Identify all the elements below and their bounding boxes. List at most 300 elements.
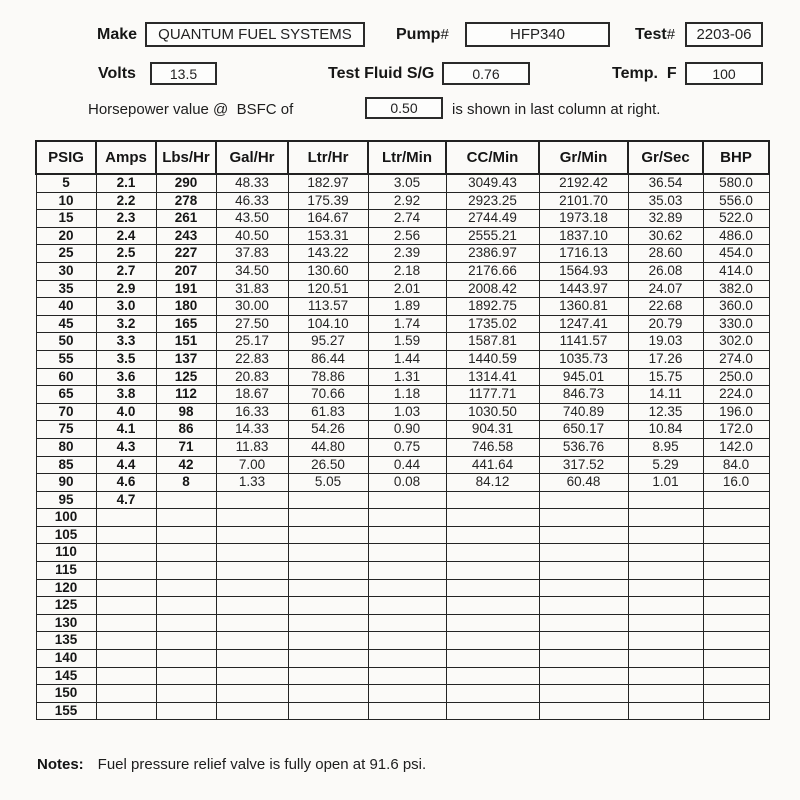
table-cell: 3.05 <box>368 174 446 192</box>
table-row <box>36 650 769 668</box>
table-cell: 4.0 <box>96 403 156 421</box>
table-cell: 22.68 <box>628 298 703 316</box>
table-cell <box>368 509 446 527</box>
table-cell: 16.0 <box>703 474 769 492</box>
column-header: Gr/Sec <box>628 141 703 174</box>
table-cell: 20 <box>36 227 96 245</box>
table-cell <box>703 562 769 580</box>
table-cell <box>368 491 446 509</box>
table-body <box>36 174 769 720</box>
table-row <box>36 245 769 263</box>
table-cell: 60 <box>36 368 96 386</box>
table-cell: 846.73 <box>539 386 628 404</box>
table-cell: 60.48 <box>539 474 628 492</box>
table-cell: 26.08 <box>628 262 703 280</box>
volts-field <box>150 62 217 85</box>
table-cell <box>368 562 446 580</box>
table-cell <box>628 562 703 580</box>
table-cell <box>288 597 368 615</box>
table-cell: 2.3 <box>96 210 156 228</box>
table-cell: 2.2 <box>96 192 156 210</box>
table-cell <box>628 667 703 685</box>
table-cell: 330.0 <box>703 315 769 333</box>
table-cell <box>539 544 628 562</box>
table-cell <box>539 614 628 632</box>
table-cell: 0.75 <box>368 438 446 456</box>
table-cell: 65 <box>36 386 96 404</box>
table-cell: 243 <box>156 227 216 245</box>
temp-f-label: Temp. F <box>612 65 677 82</box>
table-cell <box>156 614 216 632</box>
table-cell <box>288 650 368 668</box>
table-cell <box>446 614 539 632</box>
table-cell <box>288 562 368 580</box>
table-cell <box>288 526 368 544</box>
table-cell: 75 <box>36 421 96 439</box>
table-cell: 580.0 <box>703 174 769 192</box>
table-cell: 30.62 <box>628 227 703 245</box>
table-cell: 1.44 <box>368 350 446 368</box>
test-hash: # <box>666 26 676 43</box>
table-cell: 180 <box>156 298 216 316</box>
table-row <box>36 597 769 615</box>
table-cell <box>628 614 703 632</box>
table-cell: 2386.97 <box>446 245 539 263</box>
table-cell <box>539 667 628 685</box>
table-cell: 8.95 <box>628 438 703 456</box>
table-cell <box>216 597 288 615</box>
table-cell <box>539 702 628 720</box>
table-cell <box>156 702 216 720</box>
table-cell <box>288 491 368 509</box>
table-cell <box>156 491 216 509</box>
table-cell: 20.79 <box>628 315 703 333</box>
table-cell: 140 <box>36 650 96 668</box>
table-cell <box>288 509 368 527</box>
test-fluid-sg-value: 0.76 <box>472 65 500 82</box>
test-fluid-sg-label: Test Fluid S/G <box>328 65 435 82</box>
table-cell: 2.4 <box>96 227 156 245</box>
pump-test-table <box>35 140 770 720</box>
table-cell <box>156 526 216 544</box>
table-cell: 2192.42 <box>539 174 628 192</box>
bsfc-prefix-text: Horsepower value @ BSFC of <box>88 101 294 118</box>
table-cell <box>703 650 769 668</box>
table-cell: 14.33 <box>216 421 288 439</box>
table-cell: 2.1 <box>96 174 156 192</box>
table-cell <box>216 667 288 685</box>
table-cell <box>96 685 156 703</box>
table-cell: 44.80 <box>288 438 368 456</box>
table-cell <box>216 562 288 580</box>
table-cell <box>703 702 769 720</box>
table-cell: 90 <box>36 474 96 492</box>
table-cell <box>539 632 628 650</box>
table-cell: 3.5 <box>96 350 156 368</box>
table-row <box>36 174 769 192</box>
bsfc-value: 0.50 <box>390 100 418 116</box>
table-cell: 536.76 <box>539 438 628 456</box>
table-cell: 4.4 <box>96 456 156 474</box>
table-cell <box>539 650 628 668</box>
table-cell: 120 <box>36 579 96 597</box>
table-cell: 278 <box>156 192 216 210</box>
table-cell: 414.0 <box>703 262 769 280</box>
table-cell: 360.0 <box>703 298 769 316</box>
table-cell: 4.1 <box>96 421 156 439</box>
table-cell <box>156 509 216 527</box>
table-cell: 95 <box>36 491 96 509</box>
table-cell <box>216 491 288 509</box>
table-cell: 441.64 <box>446 456 539 474</box>
table-cell: 224.0 <box>703 386 769 404</box>
table-cell: 191 <box>156 280 216 298</box>
table-cell: 26.50 <box>288 456 368 474</box>
table-cell: 1440.59 <box>446 350 539 368</box>
table-cell <box>628 685 703 703</box>
table-row <box>36 579 769 597</box>
table-cell: 104.10 <box>288 315 368 333</box>
table-cell: 261 <box>156 210 216 228</box>
table-cell <box>628 526 703 544</box>
table-cell: 3.6 <box>96 368 156 386</box>
column-header: BHP <box>703 141 769 174</box>
table-cell: 25 <box>36 245 96 263</box>
table-cell <box>368 526 446 544</box>
table-cell: 182.97 <box>288 174 368 192</box>
table-cell <box>628 702 703 720</box>
table-cell: 1.03 <box>368 403 446 421</box>
table-cell: 40 <box>36 298 96 316</box>
column-header: Gr/Min <box>539 141 628 174</box>
table-cell: 115 <box>36 562 96 580</box>
table-cell <box>288 544 368 562</box>
table-cell: 14.11 <box>628 386 703 404</box>
volts-label: Volts <box>98 65 136 82</box>
table-row <box>36 562 769 580</box>
table-cell <box>368 632 446 650</box>
table-cell: 2555.21 <box>446 227 539 245</box>
pump-label: Pump# <box>396 26 449 43</box>
table-row <box>36 702 769 720</box>
table-cell: 12.35 <box>628 403 703 421</box>
table-cell <box>539 597 628 615</box>
table-cell <box>446 632 539 650</box>
table-cell <box>368 597 446 615</box>
table-cell: 2.7 <box>96 262 156 280</box>
table-cell: 2.01 <box>368 280 446 298</box>
table-cell <box>628 509 703 527</box>
bsfc-suffix-text: is shown in last column at right. <box>452 101 661 118</box>
table-cell <box>156 579 216 597</box>
table-cell: 142.0 <box>703 438 769 456</box>
table-cell: 130.60 <box>288 262 368 280</box>
table-cell <box>288 614 368 632</box>
table-cell: 19.03 <box>628 333 703 351</box>
table-cell: 1716.13 <box>539 245 628 263</box>
table-cell: 35.03 <box>628 192 703 210</box>
table-cell: 22.83 <box>216 350 288 368</box>
table-cell: 1.01 <box>628 474 703 492</box>
table-cell: 20.83 <box>216 368 288 386</box>
pump-hash: # <box>440 26 449 43</box>
table-cell <box>703 544 769 562</box>
table-cell: 11.83 <box>216 438 288 456</box>
table-cell <box>368 579 446 597</box>
table-cell: 2176.66 <box>446 262 539 280</box>
table-row <box>36 685 769 703</box>
table-cell: 5.29 <box>628 456 703 474</box>
table-row <box>36 403 769 421</box>
table-cell: 3.3 <box>96 333 156 351</box>
table-cell: 0.44 <box>368 456 446 474</box>
table-row <box>36 262 769 280</box>
table-cell <box>446 509 539 527</box>
table-cell: 317.52 <box>539 456 628 474</box>
table-cell <box>96 667 156 685</box>
table-cell <box>288 702 368 720</box>
table-cell <box>96 544 156 562</box>
table-cell: 740.89 <box>539 403 628 421</box>
table-cell: 31.83 <box>216 280 288 298</box>
table-cell: 945.01 <box>539 368 628 386</box>
table-cell: 207 <box>156 262 216 280</box>
table-cell: 1.89 <box>368 298 446 316</box>
table-row <box>36 526 769 544</box>
column-header: Ltr/Hr <box>288 141 368 174</box>
table-cell <box>703 509 769 527</box>
table-row <box>36 456 769 474</box>
table-cell <box>368 544 446 562</box>
table-cell: 1177.71 <box>446 386 539 404</box>
table-cell: 2923.25 <box>446 192 539 210</box>
table-cell: 2008.42 <box>446 280 539 298</box>
table-cell: 18.67 <box>216 386 288 404</box>
table-cell: 556.0 <box>703 192 769 210</box>
table-cell: 105 <box>36 526 96 544</box>
table-cell <box>628 632 703 650</box>
table-cell <box>703 597 769 615</box>
table-cell: 42 <box>156 456 216 474</box>
column-header: CC/Min <box>446 141 539 174</box>
table-cell: 32.89 <box>628 210 703 228</box>
table-cell <box>368 702 446 720</box>
table-header-row <box>36 141 769 174</box>
table-cell: 1837.10 <box>539 227 628 245</box>
table-cell <box>368 650 446 668</box>
table-cell <box>216 526 288 544</box>
table-row <box>36 632 769 650</box>
test-number-field <box>685 22 763 47</box>
table-cell <box>446 702 539 720</box>
table-cell: 70.66 <box>288 386 368 404</box>
table-cell: 164.67 <box>288 210 368 228</box>
table-cell: 40.50 <box>216 227 288 245</box>
table-cell: 27.50 <box>216 315 288 333</box>
table-cell <box>96 526 156 544</box>
table-cell: 112 <box>156 386 216 404</box>
pump-number-field <box>465 22 610 47</box>
table-cell: 78.86 <box>288 368 368 386</box>
table-cell <box>96 509 156 527</box>
table-cell: 16.33 <box>216 403 288 421</box>
table-cell <box>539 685 628 703</box>
table-cell: 904.31 <box>446 421 539 439</box>
table-cell: 2.56 <box>368 227 446 245</box>
column-header: Ltr/Min <box>368 141 446 174</box>
table-cell: 1443.97 <box>539 280 628 298</box>
table-cell: 250.0 <box>703 368 769 386</box>
table-cell: 290 <box>156 174 216 192</box>
table-cell <box>216 614 288 632</box>
table-cell: 30.00 <box>216 298 288 316</box>
table-row <box>36 368 769 386</box>
table-cell: 137 <box>156 350 216 368</box>
table-row <box>36 386 769 404</box>
table-cell: 120.51 <box>288 280 368 298</box>
table-cell: 4.3 <box>96 438 156 456</box>
table-cell: 172.0 <box>703 421 769 439</box>
table-cell <box>96 632 156 650</box>
table-cell: 84.12 <box>446 474 539 492</box>
make-field <box>145 22 365 47</box>
table-cell <box>703 579 769 597</box>
table-cell: 61.83 <box>288 403 368 421</box>
bsfc-field <box>365 97 443 119</box>
table-cell: 175.39 <box>288 192 368 210</box>
table-cell: 30 <box>36 262 96 280</box>
table-cell <box>96 650 156 668</box>
table-cell: 165 <box>156 315 216 333</box>
table-cell: 1.31 <box>368 368 446 386</box>
table-cell: 24.07 <box>628 280 703 298</box>
table-cell: 143.22 <box>288 245 368 263</box>
table-cell: 196.0 <box>703 403 769 421</box>
table-cell: 35 <box>36 280 96 298</box>
table-cell: 4.7 <box>96 491 156 509</box>
notes-label: Notes: <box>37 756 84 773</box>
table-cell <box>446 526 539 544</box>
table-cell: 130 <box>36 614 96 632</box>
table-row <box>36 210 769 228</box>
column-header: Amps <box>96 141 156 174</box>
table-row <box>36 315 769 333</box>
table-cell: 10.84 <box>628 421 703 439</box>
table-cell: 150 <box>36 685 96 703</box>
table-cell <box>216 702 288 720</box>
table-cell: 1735.02 <box>446 315 539 333</box>
table-cell: 522.0 <box>703 210 769 228</box>
table-cell: 151 <box>156 333 216 351</box>
table-cell <box>288 667 368 685</box>
table-cell <box>539 526 628 544</box>
table-cell: 454.0 <box>703 245 769 263</box>
table-cell: 34.50 <box>216 262 288 280</box>
table-cell <box>96 702 156 720</box>
table-cell: 113.57 <box>288 298 368 316</box>
table-cell <box>288 579 368 597</box>
table-cell: 85 <box>36 456 96 474</box>
table-cell: 1247.41 <box>539 315 628 333</box>
test-label: Test# <box>635 26 676 43</box>
temp-f-value: 100 <box>712 65 736 82</box>
table-cell: 3049.43 <box>446 174 539 192</box>
table-cell: 2.39 <box>368 245 446 263</box>
table-cell: 1.59 <box>368 333 446 351</box>
table-cell: 17.26 <box>628 350 703 368</box>
table-cell: 55 <box>36 350 96 368</box>
table-cell <box>156 650 216 668</box>
table-cell: 145 <box>36 667 96 685</box>
table-cell <box>539 491 628 509</box>
column-header: Lbs/Hr <box>156 141 216 174</box>
pump-number-value: HFP340 <box>509 26 566 43</box>
table-cell <box>539 509 628 527</box>
table-cell: 3.0 <box>96 298 156 316</box>
table-row <box>36 333 769 351</box>
make-label: Make <box>97 26 138 43</box>
table-cell <box>446 650 539 668</box>
table-cell <box>628 491 703 509</box>
table-row <box>36 438 769 456</box>
table-row <box>36 350 769 368</box>
table-cell: 1.33 <box>216 474 288 492</box>
table-cell: 98 <box>156 403 216 421</box>
make-value: QUANTUM FUEL SYSTEMS <box>158 26 352 43</box>
table-cell <box>446 562 539 580</box>
table-cell: 84.0 <box>703 456 769 474</box>
table-cell: 1.18 <box>368 386 446 404</box>
table-cell <box>446 491 539 509</box>
table-cell <box>288 632 368 650</box>
notes-text: Fuel pressure relief valve is fully open at 91.6 psi. <box>97 756 427 773</box>
table-cell <box>703 667 769 685</box>
table-cell <box>628 650 703 668</box>
table-cell: 4.6 <box>96 474 156 492</box>
table-cell: 46.33 <box>216 192 288 210</box>
table-cell: 5 <box>36 174 96 192</box>
table-cell: 153.31 <box>288 227 368 245</box>
table-cell <box>156 562 216 580</box>
table-cell: 2.92 <box>368 192 446 210</box>
table-cell: 95.27 <box>288 333 368 351</box>
table-cell: 43.50 <box>216 210 288 228</box>
table-cell: 650.17 <box>539 421 628 439</box>
table-cell: 302.0 <box>703 333 769 351</box>
table-cell <box>156 667 216 685</box>
table-row <box>36 474 769 492</box>
table-cell <box>628 597 703 615</box>
table-cell <box>539 579 628 597</box>
table-row <box>36 298 769 316</box>
table-cell: 125 <box>156 368 216 386</box>
table-cell: 54.26 <box>288 421 368 439</box>
table-cell: 2744.49 <box>446 210 539 228</box>
table-cell: 1587.81 <box>446 333 539 351</box>
table-cell <box>216 579 288 597</box>
table-cell: 1030.50 <box>446 403 539 421</box>
table-cell <box>446 597 539 615</box>
table-cell <box>216 544 288 562</box>
table-cell <box>703 526 769 544</box>
table-cell: 110 <box>36 544 96 562</box>
table-cell: 2.18 <box>368 262 446 280</box>
table-cell: 2.5 <box>96 245 156 263</box>
table-cell <box>703 491 769 509</box>
table-row <box>36 491 769 509</box>
table-cell <box>96 597 156 615</box>
table-cell: 1.74 <box>368 315 446 333</box>
